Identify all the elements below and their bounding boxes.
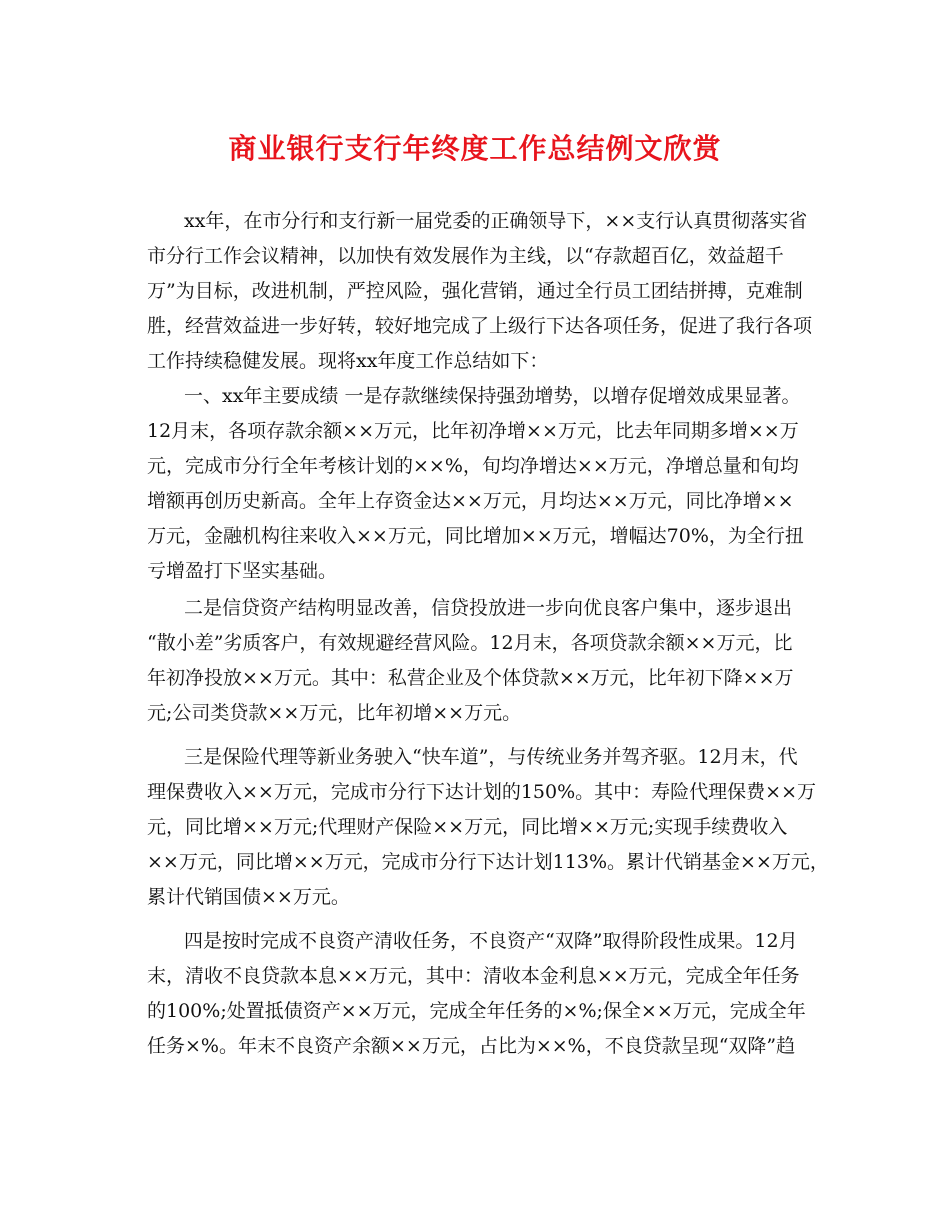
body-line: 年初净投放××万元。其中：私营企业及个体贷款××万元，比年初下降××万 bbox=[147, 667, 794, 689]
body-line: 任务×%。年末不良资产余额××万元，占比为××%，不良贷款呈现“双降”趋 bbox=[147, 1035, 796, 1057]
body-line: 胜，经营效益进一步好转，较好地完成了上级行下达各项任务，促进了我行各项 bbox=[147, 315, 813, 337]
body-line: 二是信贷资产结构明显改善，信贷投放进一步向优良客户集中，逐步退出 bbox=[184, 597, 793, 619]
body-line: 末，清收不良贷款本息××万元，其中：清收本金利息××万元，完成全年任务 bbox=[147, 965, 800, 987]
body-line: xx年，在市分行和支行新一届党委的正确领导下，××支行认真贯彻落实省 bbox=[184, 210, 808, 232]
body-line: 元;公司类贷款××万元，比年初增××万元。 bbox=[147, 702, 522, 724]
body-line: 累计代销国债××万元。 bbox=[147, 886, 350, 908]
body-line: 12月末，各项存款余额××万元，比年初净增××万元，比去年同期多增××万 bbox=[147, 420, 799, 442]
body-line: 元，同比增××万元;代理财产保险××万元，同比增××万元;实现手续费收入 bbox=[147, 816, 788, 838]
body-line: 理保费收入××万元，完成市分行下达计划的150%。其中：寿险代理保费××万 bbox=[147, 781, 817, 803]
body-line: “散小差”劣质客户，有效规避经营风险。12月末，各项贷款余额××万元，比 bbox=[147, 632, 793, 654]
document-title: 商业银行支行年终度工作总结例文欣赏 bbox=[228, 132, 722, 165]
body-line: 三是保险代理等新业务驶入“快车道”，与传统业务并驾齐驱。12月末，代 bbox=[184, 746, 798, 768]
body-line: 万元，金融机构往来收入××万元，同比增加××万元，增幅达70%，为全行扭 bbox=[147, 525, 804, 547]
body-line: 工作持续稳健发展。现将xx年度工作总结如下： bbox=[147, 350, 549, 372]
body-line: ××万元，同比增××万元，完成市分行下达计划113%。累计代销基金××万元， bbox=[147, 851, 829, 873]
body-line: 增额再创历史新高。全年上存资金达××万元，月均达××万元，同比净增×× bbox=[147, 490, 794, 512]
body-line: 万”为目标，改进机制，严控风险，强化营销，通过全行员工团结拼搏，克难制 bbox=[147, 280, 803, 302]
body-line: 一、xx年主要成绩 一是存款继续保持强劲增势，以增存促增效成果显著。 bbox=[184, 385, 801, 407]
body-line: 市分行工作会议精神，以加快有效发展作为主线，以“存款超百亿，效益超千 bbox=[147, 245, 784, 267]
body-line: 元，完成市分行全年考核计划的××%，旬均净增达××万元，净增总量和旬均 bbox=[147, 455, 799, 477]
body-line: 亏增盈打下坚实基础。 bbox=[147, 560, 338, 582]
body-line: 四是按时完成不良资产清收任务，不良资产“双降”取得阶段性成果。12月 bbox=[184, 930, 798, 952]
body-line: 的100%;处置抵债资产××万元，完成全年任务的×%;保全××万元，完成全年 bbox=[147, 1000, 806, 1022]
